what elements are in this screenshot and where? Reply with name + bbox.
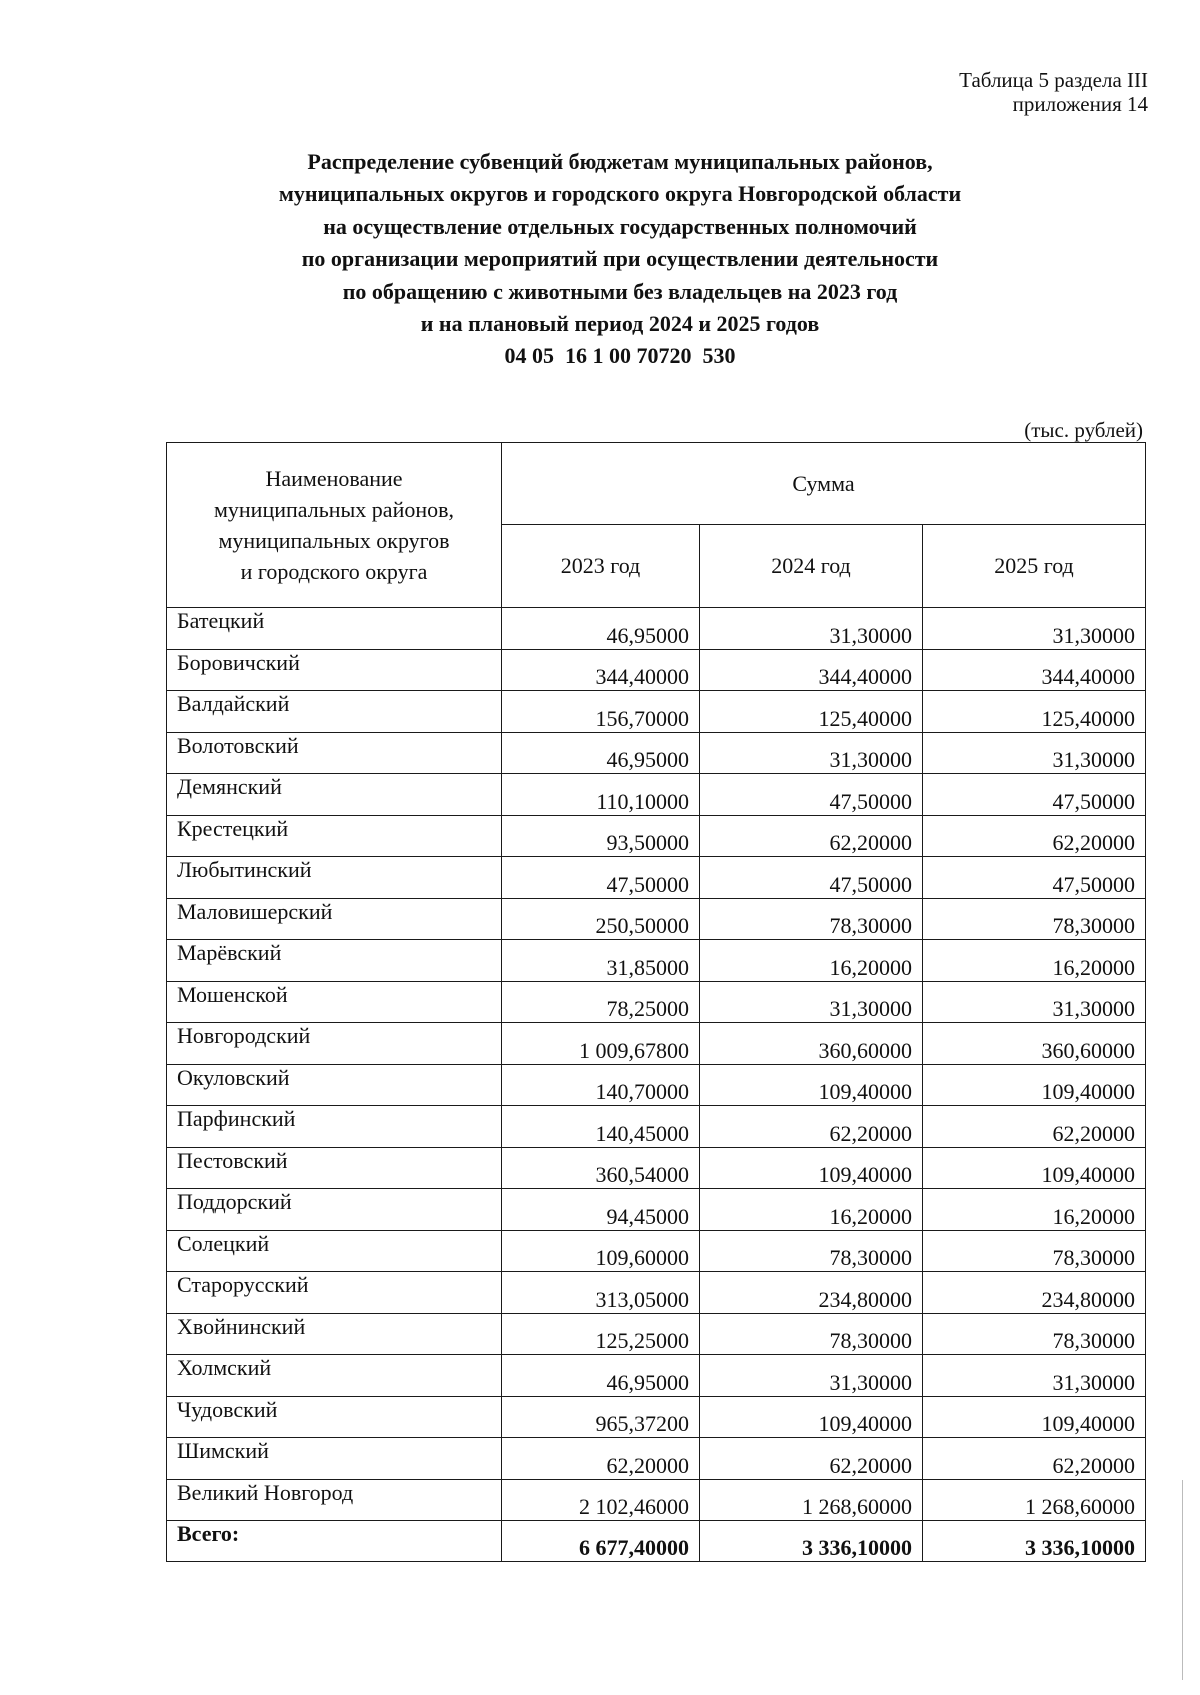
district-name: Парфинский [167, 1106, 502, 1148]
value-2024: 234,80000 [700, 1272, 923, 1314]
value-2023: 93,50000 [502, 815, 700, 857]
value-2024: 16,20000 [700, 1189, 923, 1231]
table-row [167, 857, 1146, 899]
value-2024: 78,30000 [700, 1230, 923, 1272]
value-2025: 109,40000 [923, 1396, 1146, 1438]
table-reference [959, 68, 1148, 116]
value-2023: 1 009,67800 [502, 1023, 700, 1065]
units-label: (тыс. рублей) [1024, 418, 1143, 442]
table-row [167, 608, 1146, 650]
value-2024: 109,40000 [700, 1147, 923, 1189]
value-2025: 47,50000 [923, 857, 1146, 899]
title-line: на осуществление отдельных государственных полномочий [323, 213, 917, 239]
district-name: Шимский [167, 1438, 502, 1480]
value-2024: 47,50000 [700, 774, 923, 816]
district-name: Волотовский [167, 732, 502, 774]
table-row [167, 1106, 1146, 1148]
value-2025: 344,40000 [923, 649, 1146, 691]
table-row [167, 1023, 1146, 1065]
value-2025: 31,30000 [923, 608, 1146, 650]
district-name: Окуловский [167, 1064, 502, 1106]
value-2025: 47,50000 [923, 774, 1146, 816]
value-2025: 31,30000 [923, 981, 1146, 1023]
value-2023: 965,37200 [502, 1396, 700, 1438]
value-2025: 1 268,60000 [923, 1479, 1146, 1521]
value-2025: 109,40000 [923, 1147, 1146, 1189]
table-row [167, 940, 1146, 982]
year-header-2023: 2023 год [502, 525, 700, 608]
district-name: Новгородский [167, 1023, 502, 1065]
subvention-table [166, 442, 1146, 1562]
reference-line-2: приложения 14 [1012, 92, 1148, 116]
value-2024: 109,40000 [700, 1396, 923, 1438]
name-header-line: муниципальных районов, [213, 497, 454, 522]
budget-code: 04 05 16 1 00 70720 530 [504, 343, 736, 369]
value-2023: 110,10000 [502, 774, 700, 816]
value-2024: 360,60000 [700, 1023, 923, 1065]
value-2023: 125,25000 [502, 1313, 700, 1355]
sum-column-header: Сумма [502, 443, 1146, 525]
value-2024: 62,20000 [700, 1438, 923, 1480]
name-header-line: и городского округа [240, 559, 428, 584]
reference-line-1: Таблица 5 раздела III [959, 68, 1148, 92]
total-2023: 6 677,40000 [502, 1521, 700, 1562]
value-2024: 62,20000 [700, 1106, 923, 1148]
value-2024: 125,40000 [700, 691, 923, 733]
value-2024: 62,20000 [700, 815, 923, 857]
value-2023: 313,05000 [502, 1272, 700, 1314]
value-2025: 109,40000 [923, 1064, 1146, 1106]
table-row [167, 1355, 1146, 1397]
value-2023: 46,95000 [502, 732, 700, 774]
value-2024: 344,40000 [700, 649, 923, 691]
total-row [167, 1521, 1146, 1562]
value-2025: 16,20000 [923, 1189, 1146, 1231]
table-row [167, 774, 1146, 816]
value-2024: 31,30000 [700, 608, 923, 650]
value-2024: 16,20000 [700, 940, 923, 982]
value-2024: 47,50000 [700, 857, 923, 899]
district-name: Марёвский [167, 940, 502, 982]
district-name: Мошенской [167, 981, 502, 1023]
value-2025: 31,30000 [923, 1355, 1146, 1397]
district-name: Холмский [167, 1355, 502, 1397]
table-row [167, 1064, 1146, 1106]
value-2023: 109,60000 [502, 1230, 700, 1272]
table-row [167, 1396, 1146, 1438]
value-2024: 31,30000 [700, 732, 923, 774]
value-2023: 360,54000 [502, 1147, 700, 1189]
value-2025: 78,30000 [923, 1313, 1146, 1355]
table-row [167, 981, 1146, 1023]
year-header-2024: 2024 год [700, 525, 923, 608]
value-2023: 94,45000 [502, 1189, 700, 1231]
total-2025: 3 336,10000 [923, 1521, 1146, 1562]
value-2025: 16,20000 [923, 940, 1146, 982]
value-2025: 234,80000 [923, 1272, 1146, 1314]
table-row [167, 691, 1146, 733]
value-2024: 78,30000 [700, 1313, 923, 1355]
year-header-2025: 2025 год [923, 525, 1146, 608]
district-name: Маловишерский [167, 898, 502, 940]
value-2023: 156,70000 [502, 691, 700, 733]
district-name: Боровичский [167, 649, 502, 691]
value-2024: 1 268,60000 [700, 1479, 923, 1521]
district-name: Поддорский [167, 1189, 502, 1231]
value-2023: 140,45000 [502, 1106, 700, 1148]
table-row [167, 815, 1146, 857]
value-2023: 250,50000 [502, 898, 700, 940]
title-line: и на плановый период 2024 и 2025 годов [420, 311, 820, 337]
district-name: Батецкий [167, 608, 502, 650]
value-2023: 344,40000 [502, 649, 700, 691]
district-name: Хвойнинский [167, 1313, 502, 1355]
value-2023: 31,85000 [502, 940, 700, 982]
scan-edge-line [1182, 1480, 1183, 1680]
value-2025: 62,20000 [923, 1106, 1146, 1148]
district-name: Валдайский [167, 691, 502, 733]
value-2024: 31,30000 [700, 981, 923, 1023]
table-row [167, 732, 1146, 774]
value-2025: 62,20000 [923, 815, 1146, 857]
value-2024: 31,30000 [700, 1355, 923, 1397]
value-2023: 62,20000 [502, 1438, 700, 1480]
value-2023: 46,95000 [502, 1355, 700, 1397]
value-2024: 78,30000 [700, 898, 923, 940]
name-header-line: муниципальных округов [218, 528, 450, 553]
table-body [167, 608, 1146, 1562]
title-line: муниципальных округов и городского округа Новгородской области [278, 181, 962, 207]
total-label: Всего: [167, 1521, 502, 1562]
district-name: Старорусский [167, 1272, 502, 1314]
district-name: Крестецкий [167, 815, 502, 857]
value-2023: 78,25000 [502, 981, 700, 1023]
value-2025: 62,20000 [923, 1438, 1146, 1480]
district-name: Великий Новгород [167, 1479, 502, 1521]
value-2025: 125,40000 [923, 691, 1146, 733]
district-name: Демянский [167, 774, 502, 816]
table-row [167, 1438, 1146, 1480]
document-title [120, 146, 1120, 373]
table-row [167, 1189, 1146, 1231]
name-column-header [167, 443, 502, 608]
district-name: Чудовский [167, 1396, 502, 1438]
value-2023: 2 102,46000 [502, 1479, 700, 1521]
district-name: Любытинский [167, 857, 502, 899]
title-line: по организации мероприятий при осуществлении деятельности [301, 246, 939, 272]
district-name: Солецкий [167, 1230, 502, 1272]
table-row [167, 1272, 1146, 1314]
table-row [167, 898, 1146, 940]
table-row [167, 1479, 1146, 1521]
table-row [167, 1230, 1146, 1272]
value-2024: 109,40000 [700, 1064, 923, 1106]
name-header-line: Наименование [265, 466, 403, 491]
title-line: по обращению с животными без владельцев на 2023 год [342, 278, 898, 304]
table-row [167, 649, 1146, 691]
total-2024: 3 336,10000 [700, 1521, 923, 1562]
table-row [167, 1147, 1146, 1189]
table-row [167, 1313, 1146, 1355]
value-2025: 78,30000 [923, 1230, 1146, 1272]
district-name: Пестовский [167, 1147, 502, 1189]
value-2023: 47,50000 [502, 857, 700, 899]
value-2025: 78,30000 [923, 898, 1146, 940]
value-2025: 31,30000 [923, 732, 1146, 774]
value-2023: 140,70000 [502, 1064, 700, 1106]
value-2025: 360,60000 [923, 1023, 1146, 1065]
title-line: Распределение субвенций бюджетам муниципальных районов, [307, 149, 933, 174]
value-2023: 46,95000 [502, 608, 700, 650]
